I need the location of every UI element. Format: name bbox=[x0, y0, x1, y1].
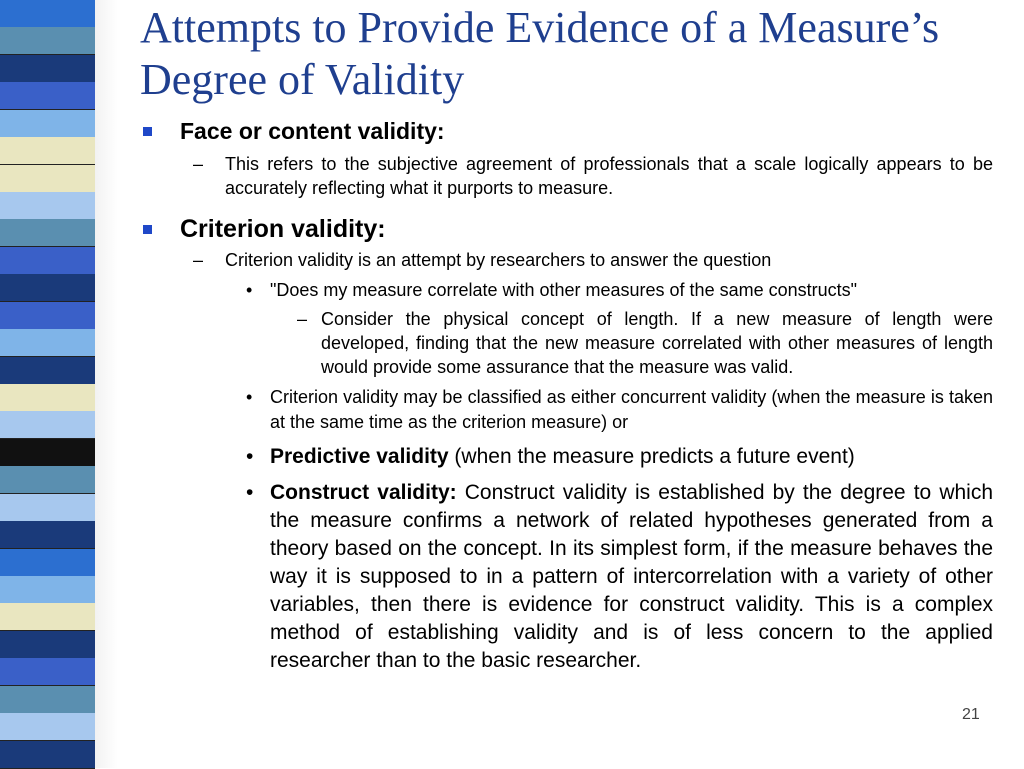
criterion-question-text: "Does my measure correlate with other measures of the same constructs" bbox=[270, 280, 858, 300]
stripe-segment bbox=[0, 576, 95, 604]
stripe-segment bbox=[0, 521, 95, 549]
stripe-segment bbox=[0, 165, 95, 193]
predictive-validity-text: (when the measure predicts a future event) bbox=[448, 445, 855, 468]
bullet-criterion-validity bbox=[143, 214, 993, 244]
stripe-segment bbox=[0, 603, 95, 631]
stripe-segment bbox=[0, 357, 95, 385]
stripe-segment bbox=[0, 494, 95, 522]
dash-marker: – bbox=[297, 309, 308, 329]
criterion-classification bbox=[246, 385, 993, 435]
stripe-segment bbox=[0, 329, 95, 357]
decorative-stripe-bar bbox=[0, 0, 118, 768]
stripe-segment bbox=[0, 137, 95, 165]
stripe-segment bbox=[0, 219, 95, 247]
slide-title: Attempts to Provide Evidence of a Measure’s Degree of Validity bbox=[140, 3, 940, 104]
stripe-segment bbox=[0, 631, 95, 659]
predictive-validity-label: Predictive validity bbox=[270, 445, 449, 468]
stripe-segment bbox=[0, 384, 95, 412]
stripe-segment bbox=[0, 658, 95, 686]
stripe-segment bbox=[0, 439, 95, 467]
length-example-text: Consider the physical concept of length. If a new measure of length were developed, finding that the new measure correlated with other measures of length would provide some assurance that the measure was valid. bbox=[321, 309, 993, 377]
criterion-validity-heading: Criterion validity: bbox=[180, 215, 386, 243]
dot-bullet-marker: • bbox=[246, 387, 253, 407]
stripe-segment bbox=[0, 302, 95, 330]
predictive-validity-item bbox=[246, 443, 993, 471]
stripe-segment bbox=[0, 549, 95, 577]
page-number: 21 bbox=[962, 706, 980, 723]
construct-validity-item bbox=[246, 479, 994, 675]
face-validity-description bbox=[193, 152, 993, 200]
dash-marker: – bbox=[193, 250, 204, 270]
stripe-segment bbox=[0, 0, 95, 28]
dot-bullet-marker: • bbox=[246, 445, 254, 468]
stripe-segment bbox=[0, 110, 95, 138]
criterion-intro bbox=[193, 248, 993, 272]
stripe-segment bbox=[0, 686, 95, 714]
dash-marker: – bbox=[193, 154, 204, 174]
stripe-segment bbox=[0, 82, 95, 110]
construct-validity-label: Construct validity: bbox=[270, 481, 457, 504]
face-validity-text: This refers to the subjective agreement of professionals that a scale logically appears to be accurately reflecting what it purports to measure. bbox=[225, 154, 993, 198]
bullet-face-validity bbox=[143, 116, 993, 146]
slide-content bbox=[143, 116, 993, 675]
face-validity-heading: Face or content validity: bbox=[180, 118, 445, 144]
construct-validity-text: Construct validity is established by the degree to which the measure confirms a network of related hypotheses generated from a theory based on the concept. In its simplest form, if the measure behaves the way it is supposed to in a pattern of intercorrelation with a variety of other variables, then there is evidence for construct validity. This is a complex method of establishing validity and is of less concern to the applied researcher than to the basic researcher. bbox=[270, 481, 994, 672]
square-bullet-icon bbox=[143, 225, 152, 234]
criterion-intro-text: Criterion validity is an attempt by researchers to answer the question bbox=[225, 250, 772, 270]
criterion-classification-text: Criterion validity may be classified as either concurrent validity (when the measure is taken at the same time as the criterion measure) or bbox=[270, 387, 993, 432]
square-bullet-icon bbox=[143, 127, 152, 136]
stripe-segment bbox=[0, 741, 95, 769]
criterion-question bbox=[246, 278, 993, 303]
stripe-segment bbox=[0, 27, 95, 55]
stripe-segment bbox=[0, 411, 95, 439]
stripe-segment bbox=[0, 274, 95, 302]
stripe-segment bbox=[0, 55, 95, 83]
stripe-segment bbox=[0, 713, 95, 741]
dot-bullet-marker: • bbox=[246, 481, 254, 504]
stripe-shadow bbox=[95, 0, 118, 768]
stripe-segment bbox=[0, 192, 95, 220]
stripe-segment bbox=[0, 247, 95, 275]
length-example bbox=[297, 307, 993, 379]
stripe-segment bbox=[0, 466, 95, 494]
dot-bullet-marker: • bbox=[246, 280, 253, 300]
